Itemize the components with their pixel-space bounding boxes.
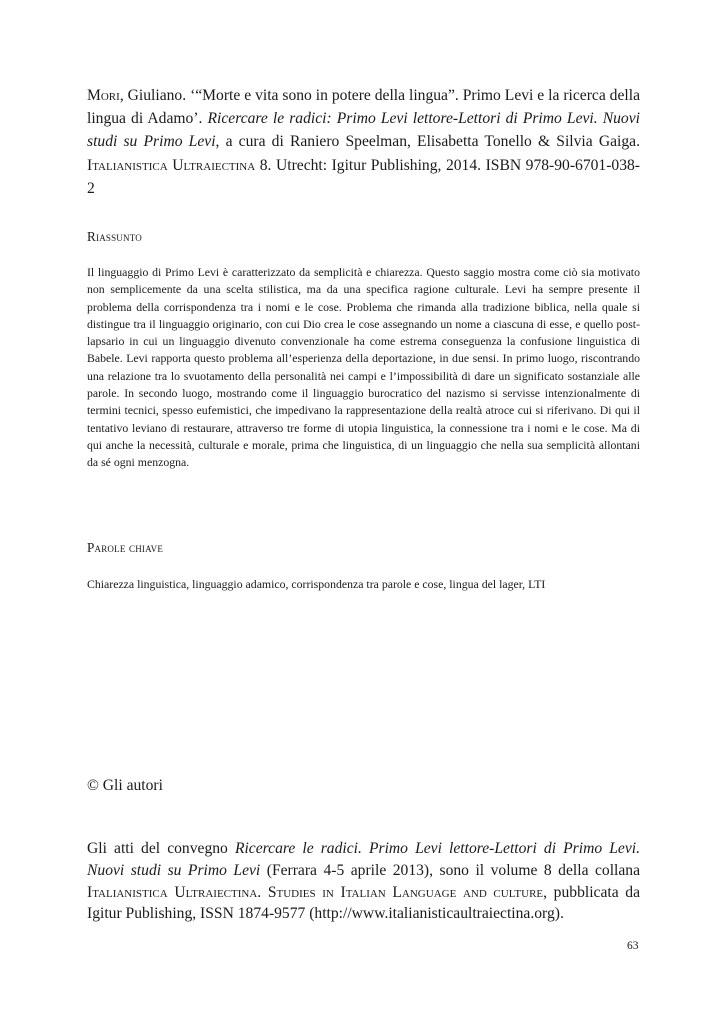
copyright-notice: © Gli autori: [87, 777, 163, 794]
editors: , a cura di Raniero Speelman, Elisabetta Tonello & Silvia Gaiga.: [215, 133, 640, 151]
conference-details: (Ferrara 4-5 aprile 2013), sono il volume 8 della collana: [260, 861, 641, 879]
author-surname: Mori: [87, 87, 120, 104]
author-given-name: , Giuliano.: [119, 87, 191, 104]
publisher-details: , pubblicata da Igitur Publishing, ISSN 1874-9577 (http://www.italianisticaultraiectina.org).: [87, 883, 640, 923]
bibliographic-citation: [87, 84, 640, 200]
keywords-text: Chiarezza linguistica, linguaggio adamico, corrispondenza tra parole e cose, lingua del lager, LTI: [87, 577, 546, 591]
page-number: 63: [627, 940, 639, 952]
publication-details: 8. Utrecht: Igitur Publishing, 2014. ISBN 978-90-6701-038-2: [87, 156, 640, 197]
proceedings-note: [87, 838, 640, 925]
series-name: Italianistica Ultraiectina. Studies in Italian Language and culture: [87, 883, 544, 901]
parole-chiave-heading: Parole chiave: [87, 540, 164, 555]
riassunto-text: Il linguaggio di Primo Levi è caratterizzato da semplicità e chiarezza. Questo saggio mostra come ciò sia motivato non semplicemente da una scelta stilistica, ma da una specifica ragione culturale. Levi ha sempre presente il problema della corrispondenza tra i nomi e le cose. Problema che rimanda alla tradizione biblica, nella quale si distingue tra il linguaggio originario, con cui Dio crea le cose assegnando un nome a ciascuna di esse, e quello post-lapsario in cui un linguaggio divenuto convenzionale ha come estrema conseguenza la confusione linguistica di Babele. Levi rapporta questo problema all’esperienza della deportazione, in due sensi. In primo luogo, riscontrando una relazione tra lo svuotamento della personalità nei campi e l’impossibilità di dare un significato sostanziale alle parole. In secondo luogo, mostrando come il linguaggio burocratico del nazismo si servisse intenzionalmente di termini tecnici, spesso eufemistici, che impedivano la rappresentazione della realtà atroce cui si riferivano. Di qui il tentativo leviano di restaurare, attraverso tre forme di utopia linguistica, la connessione tra i nomi e le cose. Ma di qui anche la necessità, culturale e morale, prima che linguistica, di un linguaggio che nella sua semplicità allontani da sé ogni menzogna.: [87, 265, 640, 470]
riassunto-heading: Riassunto: [87, 229, 142, 244]
article-title: ‘“Morte e vita sono in potere della lingua”. Primo Levi e la ricerca della lingua di Adamo’.: [87, 87, 640, 128]
conference-title: Ricercare le radici. Primo Levi lettore-Lettori di Primo Levi. Nuovi studi su Primo Levi: [87, 840, 640, 879]
series-name: Italianistica Ultraiectina: [87, 156, 256, 174]
book-title: Ricercare le radici: Primo Levi lettore-Lettori di Primo Levi. Nuovi studi su Primo Levi: [87, 110, 640, 151]
proceedings-intro: Gli atti del convegno: [87, 840, 235, 857]
